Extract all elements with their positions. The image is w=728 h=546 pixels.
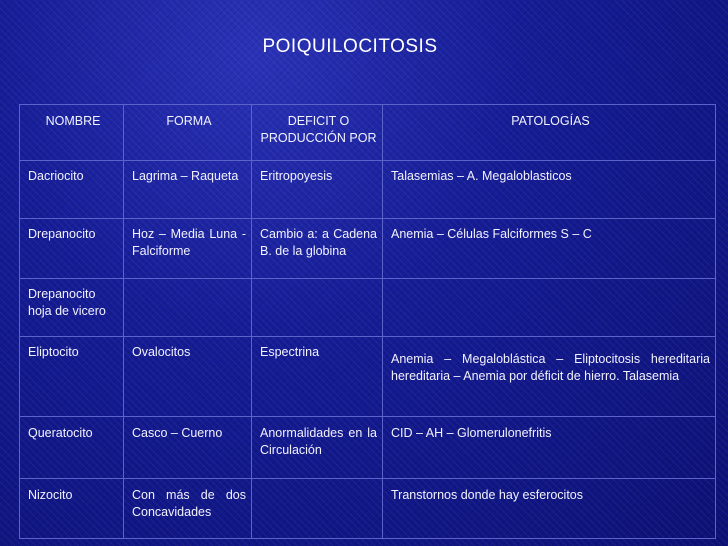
cell-patologias: Talasemias – A. Megaloblasticos <box>383 161 716 219</box>
table-row <box>20 337 716 417</box>
cell-deficit <box>252 279 383 337</box>
cell-patologias: Anemia – Células Falciformes S – C <box>383 219 716 279</box>
table-row <box>20 219 716 279</box>
cell-deficit: Cambio a: a Cadena B. de la globina <box>252 219 383 279</box>
poiquilocitosis-table <box>19 104 716 539</box>
cell-forma <box>124 279 252 337</box>
cell-patologias: Anemia – Megaloblástica – Eliptocitosis hereditaria hereditaria – Anemia por déficit de hierro. Talasemia <box>383 337 716 417</box>
cell-deficit: Espectrina <box>252 337 383 417</box>
cell-nombre: Queratocito <box>20 417 124 479</box>
cell-forma: Casco – Cuerno <box>124 417 252 479</box>
cell-patologias: Transtornos donde hay esferocitos <box>383 479 716 539</box>
cell-patologias <box>383 279 716 337</box>
cell-nombre: Eliptocito <box>20 337 124 417</box>
cell-nombre: Drepanocito <box>20 219 124 279</box>
cell-forma: Lagrima – Raqueta <box>124 161 252 219</box>
table-row <box>20 279 716 337</box>
slide-title: POIQUILOCITOSIS <box>262 36 438 57</box>
table-row <box>20 417 716 479</box>
header-row <box>20 105 716 161</box>
header-patologias: PATOLOGÍAS <box>383 105 716 161</box>
table-row <box>20 479 716 539</box>
cell-nombre: Dacriocito <box>20 161 124 219</box>
cell-deficit <box>252 479 383 539</box>
header-nombre: NOMBRE <box>20 105 124 161</box>
cell-forma: Ovalocitos <box>124 337 252 417</box>
cell-patologias: CID – AH – Glomerulonefritis <box>383 417 716 479</box>
header-forma: FORMA <box>124 105 252 161</box>
table-row <box>20 161 716 219</box>
cell-forma: Hoz – Media Luna - Falciforme <box>124 219 252 279</box>
cell-nombre: Nizocito <box>20 479 124 539</box>
cell-forma: Con más de dos Concavidades <box>124 479 252 539</box>
cell-nombre: Drepanocito hoja de vicero <box>20 279 124 337</box>
cell-deficit: Anormalidades en la Circulación <box>252 417 383 479</box>
header-deficit: DEFICIT O PRODUCCIÓN POR <box>252 105 383 161</box>
cell-deficit: Eritropoyesis <box>252 161 383 219</box>
